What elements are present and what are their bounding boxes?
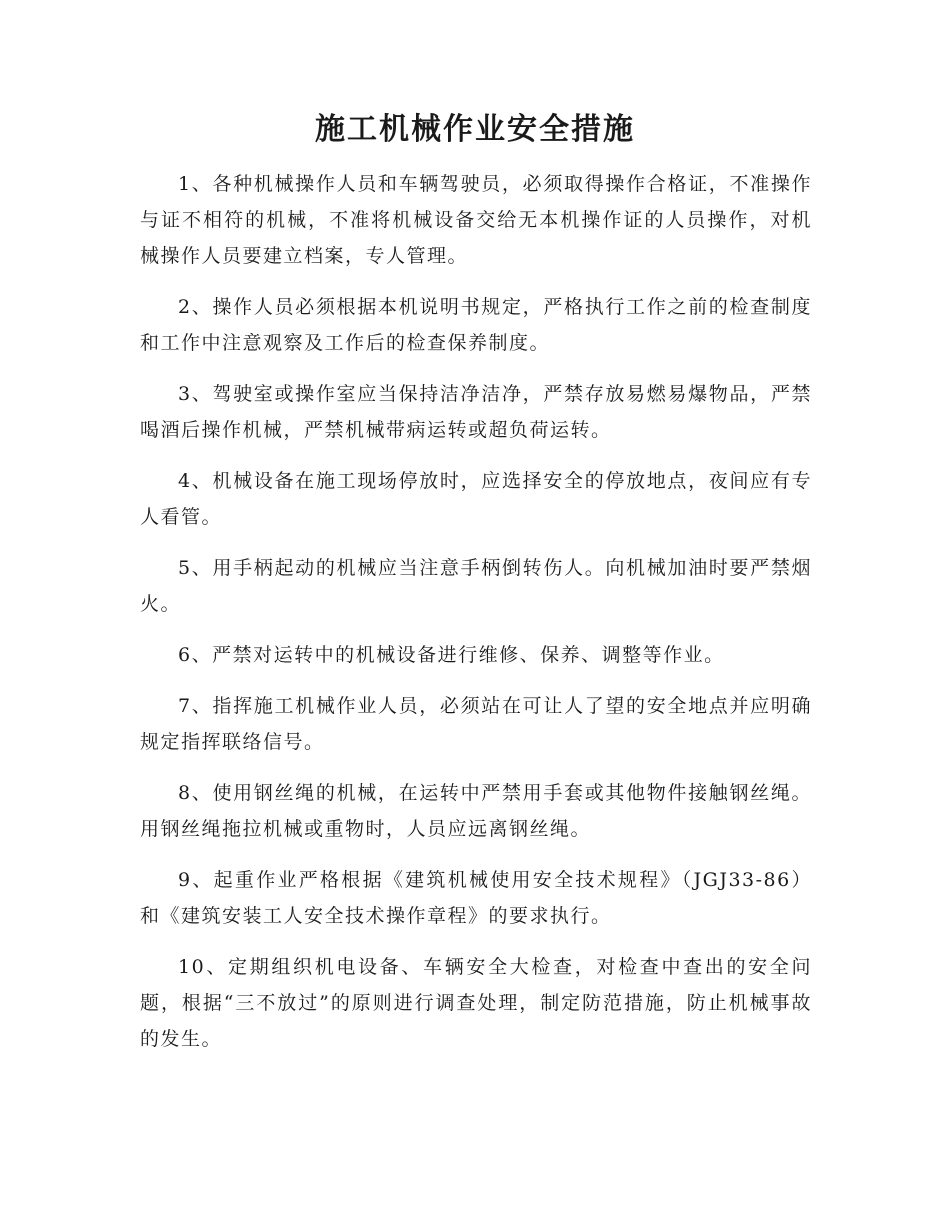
- paragraph-4: 4、机械设备在施工现场停放时，应选择安全的停放地点，夜间应有专人看管。: [140, 470, 812, 528]
- paragraph-6: 6、严禁对运转中的机械设备进行维修、保养、调整等作业。: [178, 644, 725, 666]
- paragraph-5: 5、用手柄起动的机械应当注意手柄倒转伤人。向机械加油时要严禁烟火。: [140, 557, 812, 615]
- paragraph-3: 3、驾驶室或操作室应当保持洁净洁净，严禁存放易燃易爆物品，严禁喝酒后操作机械，严禁机械带病运转或超负荷运转。: [140, 383, 812, 441]
- paragraph-1: 1、各种机械操作人员和车辆驾驶员，必须取得操作合格证，不准操作与证不相符的机械，不准将机械设备交给无本机操作证的人员操作，对机械操作人员要建立档案，专人管理。: [140, 173, 812, 267]
- document-body: [140, 166, 812, 1072]
- paragraph-8: 8、使用钢丝绳的机械，在运转中严禁用手套或其他物件接触钢丝绳。用钢丝绳拖拉机械或重物时，人员应远离钢丝绳。: [140, 782, 812, 840]
- paragraph-9: 9、起重作业严格根据《建筑机械使用安全技术规程》（JGJ33-86）和《建筑安装工人安全技术操作章程》的要求执行。: [140, 869, 812, 927]
- paragraph-10: 10、定期组织机电设备、车辆安全大检查，对检查中查出的安全问题，根据“三不放过”的原则进行调查处理，制定防范措施，防止机械事故的发生。: [140, 956, 812, 1050]
- document-title: 施工机械作业安全措施: [315, 112, 635, 147]
- paragraph-2: 2、操作人员必须根据本机说明书规定，严格执行工作之前的检查制度和工作中注意观察及工作后的检查保养制度。: [140, 296, 812, 354]
- paragraph-7: 7、指挥施工机械作业人员，必须站在可让人了望的安全地点并应明确规定指挥联络信号。: [140, 695, 812, 753]
